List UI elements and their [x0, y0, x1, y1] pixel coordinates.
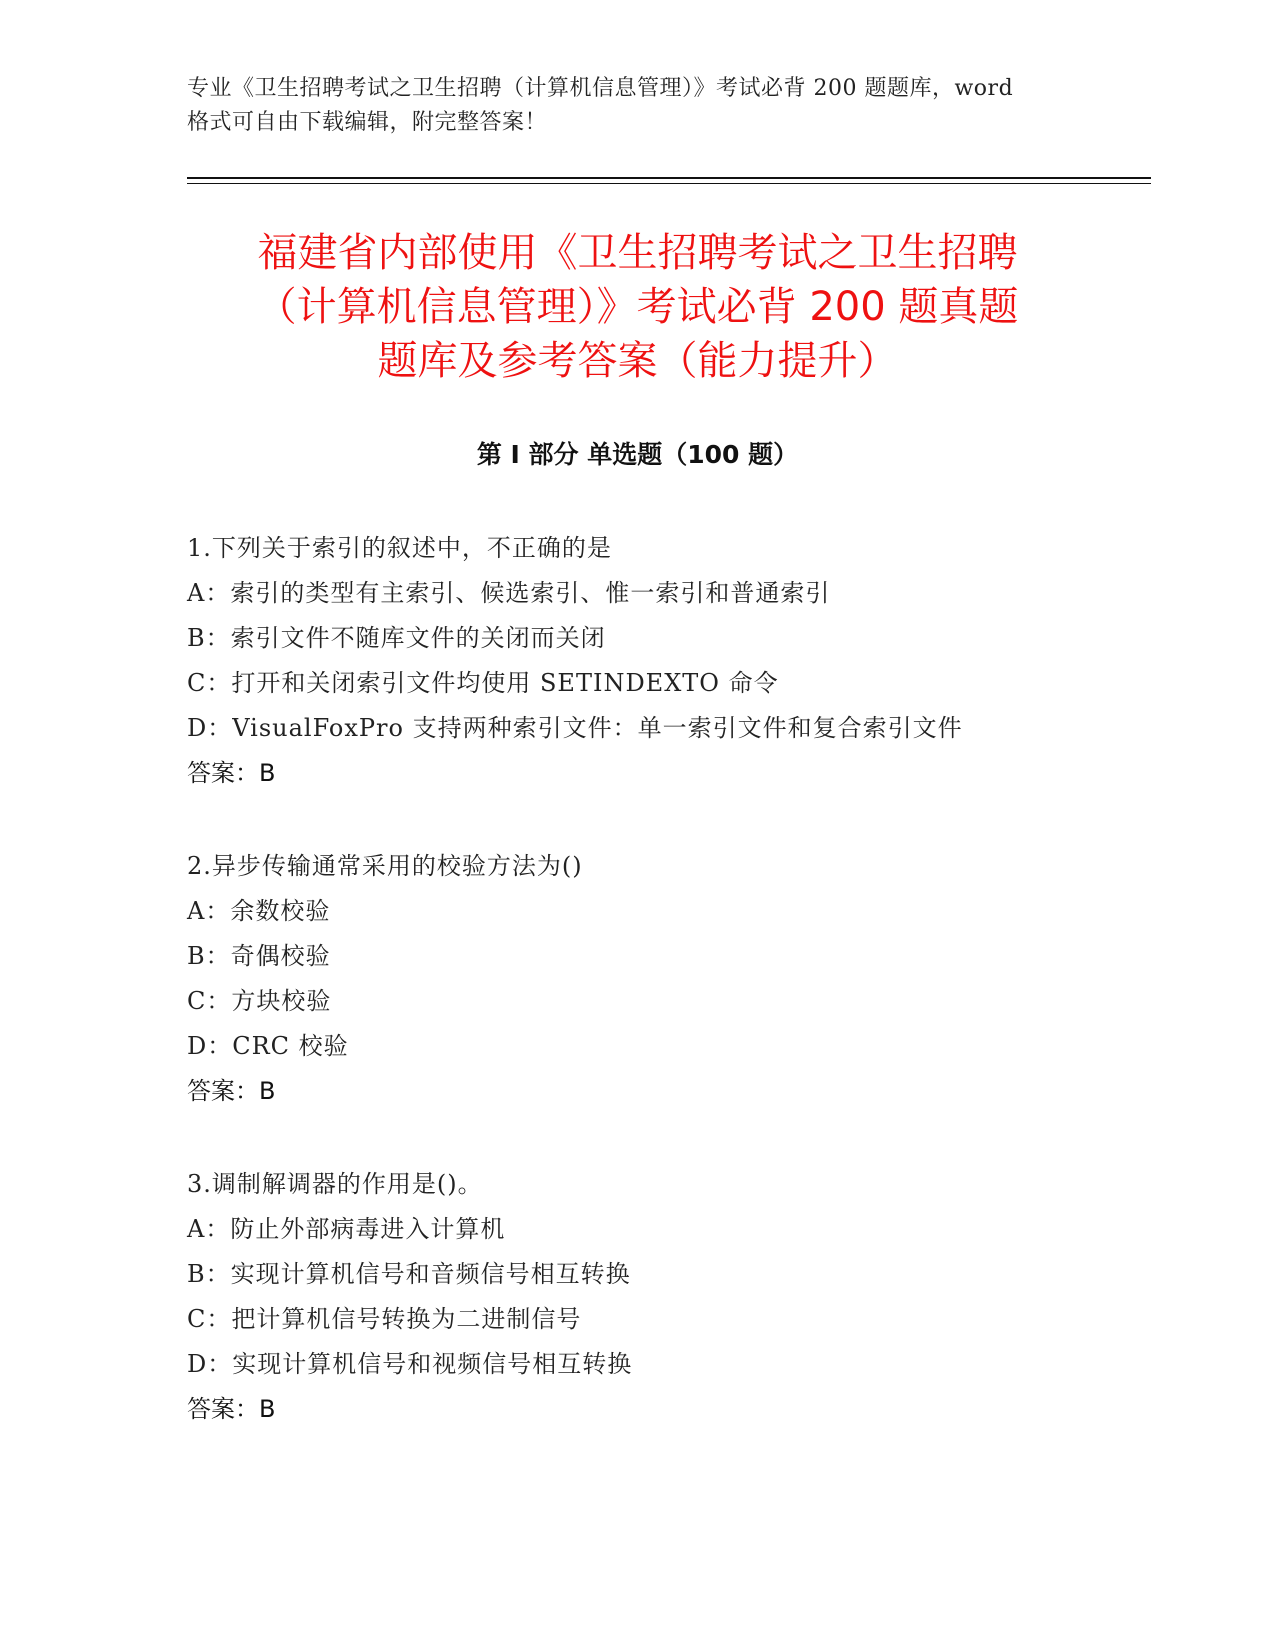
header-note-line-1: 专业《卫生招聘考试之卫生招聘（计算机信息管理）》考试必背 200 题题库，word	[187, 76, 1014, 101]
option-a: A：防止外部病毒进入计算机	[187, 1215, 506, 1243]
option-c: C：打开和关闭索引文件均使用 SETINDEXTO 命令	[187, 669, 779, 697]
answer: 答案：B	[187, 1077, 276, 1105]
header-rule-thick	[187, 177, 1151, 179]
option-a: A：余数校验	[187, 897, 331, 925]
document-title-line-2: （计算机信息管理）》考试必背 200 题真题	[256, 284, 1019, 330]
option-d: D：实现计算机信号和视频信号相互转换	[187, 1350, 633, 1378]
question-3	[187, 1162, 1127, 1432]
question-list	[187, 526, 1127, 1480]
option-c: C：方块校验	[187, 987, 332, 1015]
question-2	[187, 844, 1127, 1114]
option-b: B：索引文件不随库文件的关闭而关闭	[187, 624, 606, 652]
question-1	[187, 526, 1127, 796]
option-b: B：实现计算机信号和音频信号相互转换	[187, 1260, 631, 1288]
answer: 答案：B	[187, 1395, 276, 1423]
option-a: A：索引的类型有主索引、候选索引、惟一索引和普通索引	[187, 579, 831, 607]
header-note	[187, 72, 1087, 140]
option-b: B：奇偶校验	[187, 942, 331, 970]
document-title-line-1: 福建省内部使用《卫生招聘考试之卫生招聘	[257, 230, 1018, 276]
section-title: 第 I 部分 单选题（100 题）	[476, 440, 799, 469]
header-rule-thin	[187, 183, 1151, 184]
question-stem: 2.异步传输通常采用的校验方法为()	[187, 852, 583, 880]
option-d: D：CRC 校验	[187, 1032, 349, 1060]
header-note-line-2: 格式可自由下载编辑，附完整答案！	[187, 110, 548, 135]
option-d: D：VisualFoxPro 支持两种索引文件：单一索引文件和复合索引文件	[187, 714, 963, 742]
question-stem: 3.调制解调器的作用是()。	[187, 1170, 483, 1198]
option-c: C：把计算机信号转换为二进制信号	[187, 1305, 582, 1333]
document-title	[170, 226, 1105, 388]
answer: 答案：B	[187, 759, 276, 787]
question-stem: 1.下列关于索引的叙述中，不正确的是	[187, 534, 612, 562]
document-title-line-3: 题库及参考答案（能力提升）	[377, 338, 898, 384]
